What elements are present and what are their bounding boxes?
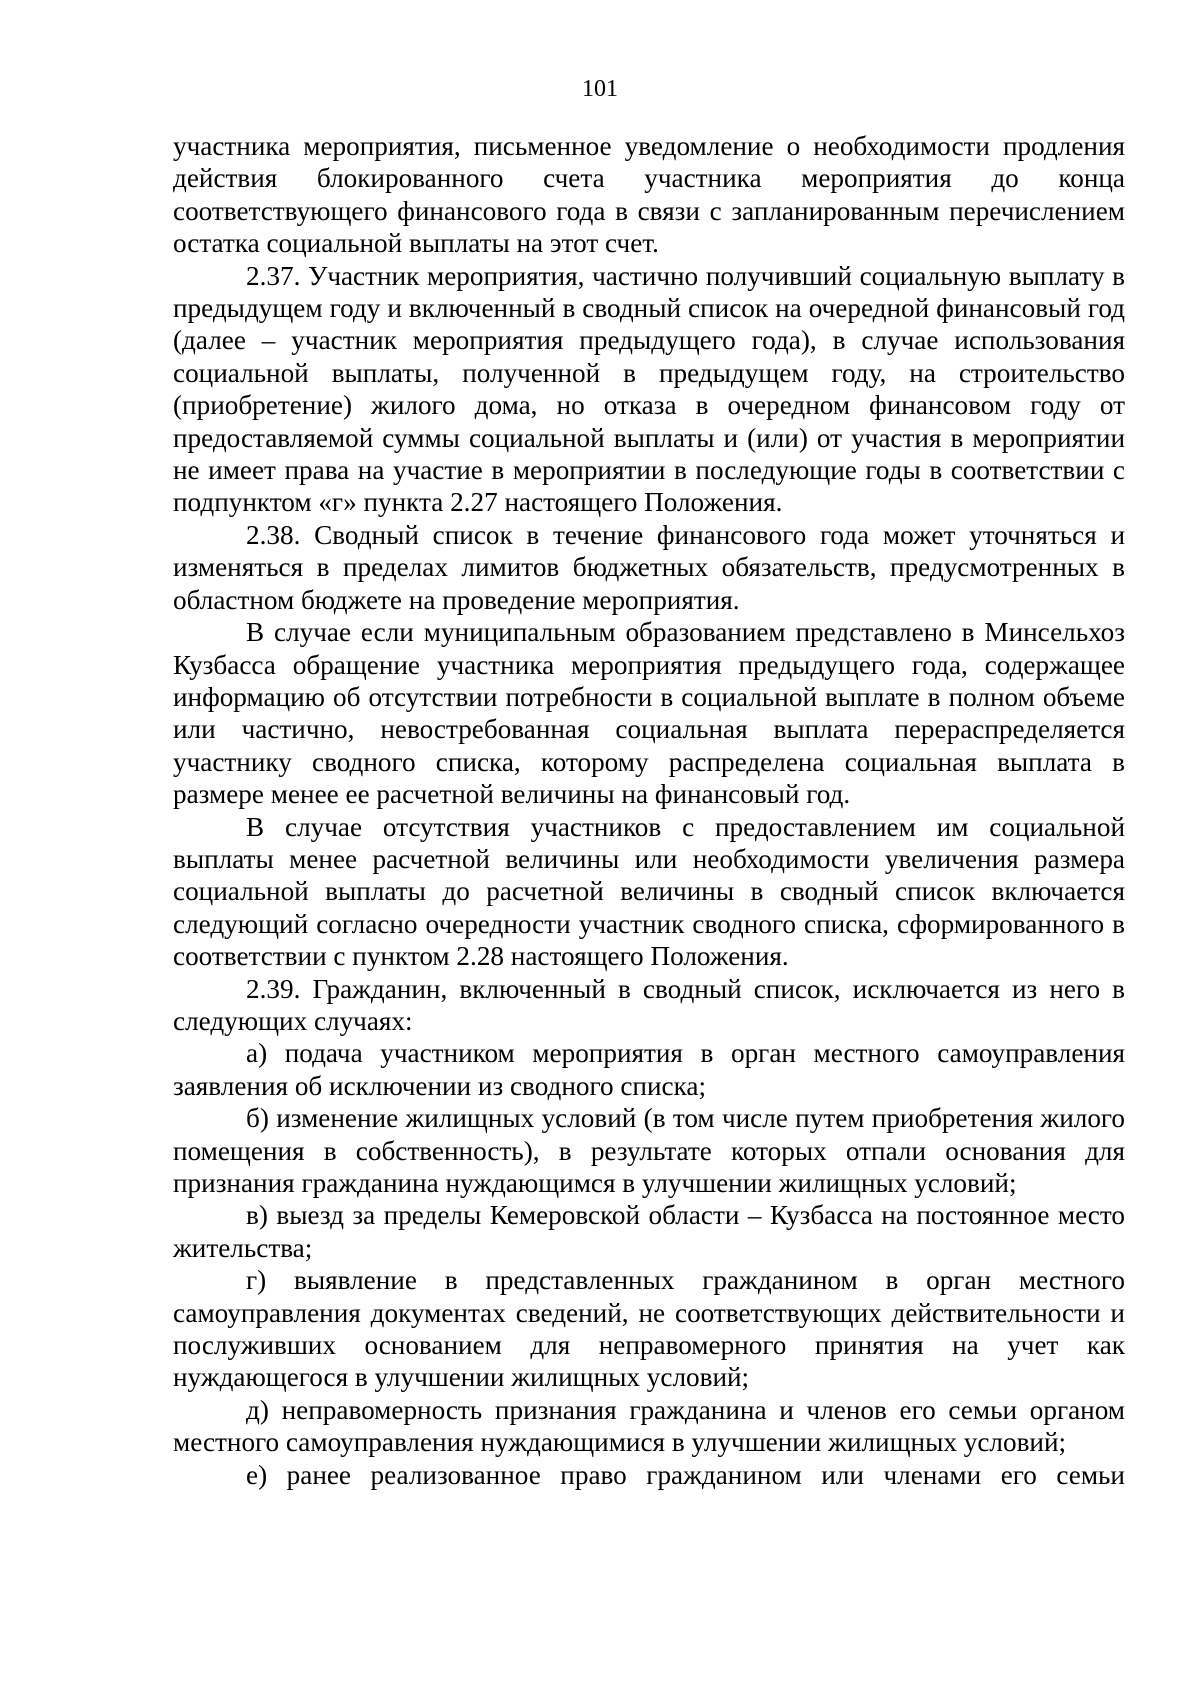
paragraph-continuation: участника мероприятия, письменное уведомление о необходимости продления действия блокированного счета участника мероприятия до конца соответствующего финансового года в связи с запланированным перечислением остатка социальной выплаты на этот счет. [173,131,1125,259]
list-item-b: б) изменение жилищных условий (в том числе путем приобретения жилого помещения в собственность), в результате которых отпали основания для признания гражданина нуждающимся в улучшении жилищных условий; [173,1103,1125,1198]
paragraph-2-37: 2.37. Участник мероприятия, частично получивший социальную выплату в предыдущем году и включенный в сводный список на очередной финансовый год (далее – участник мероприятия предыдущего года), в случае использования социальной выплаты, полученной в предыдущем году, на строительство (приобретение) жилого дома, но отказа в очередном финансовом году от предоставляемой суммы социальной выплаты и (или) от участия в мероприятии не имеет права на участие в мероприятии в последующие годы в соответствии с подпунктом «г» пункта 2.27 настоящего Положения. [173,260,1125,518]
list-item-e: е) ранее реализованное право гражданином или членами его семьи [246,1459,1125,1490]
paragraph-2-39: 2.39. Гражданин, включенный в сводный список, исключается из него в следующих случаях: [173,973,1125,1036]
list-item-v: в) выезд за пределы Кемеровской области – Кузбасса на постоянное место жительства; [173,1200,1125,1263]
page-number: 101 [582,76,618,102]
paragraph-2-38: 2.38. Сводный список в течение финансового года может уточняться и изменяться в пределах лимитов бюджетных обязательств, предусмотренных в областном бюджете на проведение мероприятия. [173,519,1125,615]
paragraph-redistribution: В случае если муниципальным образованием представлено в Минсельхоз Кузбасса обращение участника мероприятия предыдущего года, содержащее информацию об отсутствии потребности в социальной выплате в полном объеме или частично, невостребованная социальная выплата перераспределяется участнику сводного списка, которому распределена социальная выплата в размере менее ее расчетной величины на финансовый год. [173,617,1125,810]
list-item-g: г) выявление в представленных гражданином в орган местного самоуправления документах сведений, не соответствующих действительности и послуживших основанием для неправомерного принятия на учет как нуждающегося в улучшении жилищных условий; [173,1265,1125,1393]
list-item-a: а) подача участником мероприятия в орган местного самоуправления заявления об исключении из сводного списка; [173,1038,1125,1101]
document-body [173,130,1125,1491]
paragraph-absence-of-participants: В случае отсутствия участников с предоставлением им социальной выплаты менее расчетной величины или необходимости увеличения размера социальной выплаты до расчетной величины в сводный список включается следующий согласно очередности участник сводного списка, сформированного в соответствии с пунктом 2.28 настоящего Положения. [173,811,1125,972]
list-item-d: д) неправомерность признания гражданина и членов его семьи органом местного самоуправления нуждающимися в улучшении жилищных условий; [173,1394,1125,1458]
